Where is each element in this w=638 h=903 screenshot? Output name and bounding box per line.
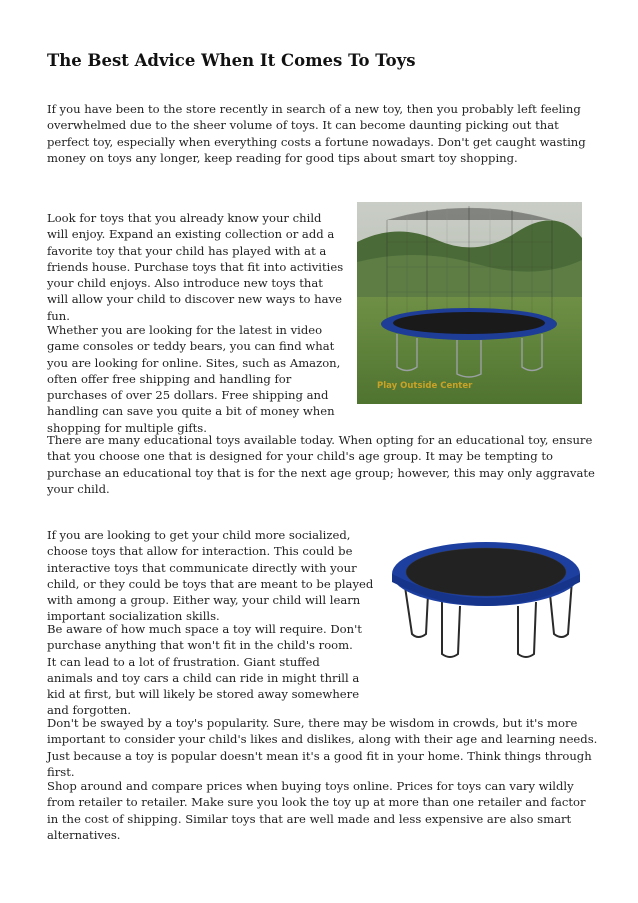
photo-watermark: Play Outside Center (377, 381, 473, 391)
paragraph-shop-online: Whether you are looking for the latest in video game consoles or teddy bears, you can find what you are looking for online. Sites, such as Amazon, often offer free shipping and handling for purchases of over 25 dollars. Free shipping and handling can save you quite a bit of money when shopping for multiple gifts. (47, 323, 341, 435)
intro-paragraph: If you have been to the store recently in search of a new toy, then you probably left feeling overwhelmed due to the sheer volume of toys. It can become daunting picking out that perfect toy, especially when everything costs a fortune nowadays. Don't get caught wasting money on toys any longer, keep reading for good tips about smart toy shopping. (47, 102, 586, 165)
trampoline-product-photo (390, 530, 582, 670)
paragraph-familiar-toys: Look for toys that you already know your child will enjoy. Expand an existing collection or add a favorite toy that your child has played with at a friends house. Purchase toys that fit into activities your child enjoys. Also introduce new toys that will allow your child to discover new ways to have fun. (47, 211, 344, 323)
article-title: The Best Advice When It Comes To Toys (47, 51, 416, 70)
paragraph-socialization: If you are looking to get your child more socialized, choose toys that allow for interaction. This could be interactive toys that communicate directly with your child, or they could be toys that are meant to be played with among a group. Either way, your child will learn important socialization skills. (47, 528, 374, 624)
paragraph-popularity: Don't be swayed by a toy's popularity. Sure, there may be wisdom in crowds, but it's more important to consider your child's likes and dislikes, along with their age and learning needs. Just because a toy is popular doesn't mean it's a good fit in your home. Think things through first. (47, 716, 598, 779)
trampoline-with-net-photo (357, 202, 582, 404)
paragraph-compare-prices: Shop around and compare prices when buying toys online. Prices for toys can vary wildly from retailer to retailer. Make sure you look the toy up at more than one retailer and factor in the cost of shipping. Similar toys that are well made and less expensive are also smart alternatives. (47, 779, 586, 842)
paragraph-educational-toys: There are many educational toys available today. When opting for an educational toy, ensure that you choose one that is designed for your child's age group. It may be tempting to purchase an educational toy that is for the next age group; however, this may only aggravate your child. (47, 433, 595, 496)
paragraph-toy-space: Be aware of how much space a toy will require. Don't purchase anything that won't fit in the child's room. It can lead to a lot of frustration. Giant stuffed animals and toy cars a child can ride in might thrill a kid at first, but will likely be stored away somewhere and forgotten. (47, 622, 362, 718)
